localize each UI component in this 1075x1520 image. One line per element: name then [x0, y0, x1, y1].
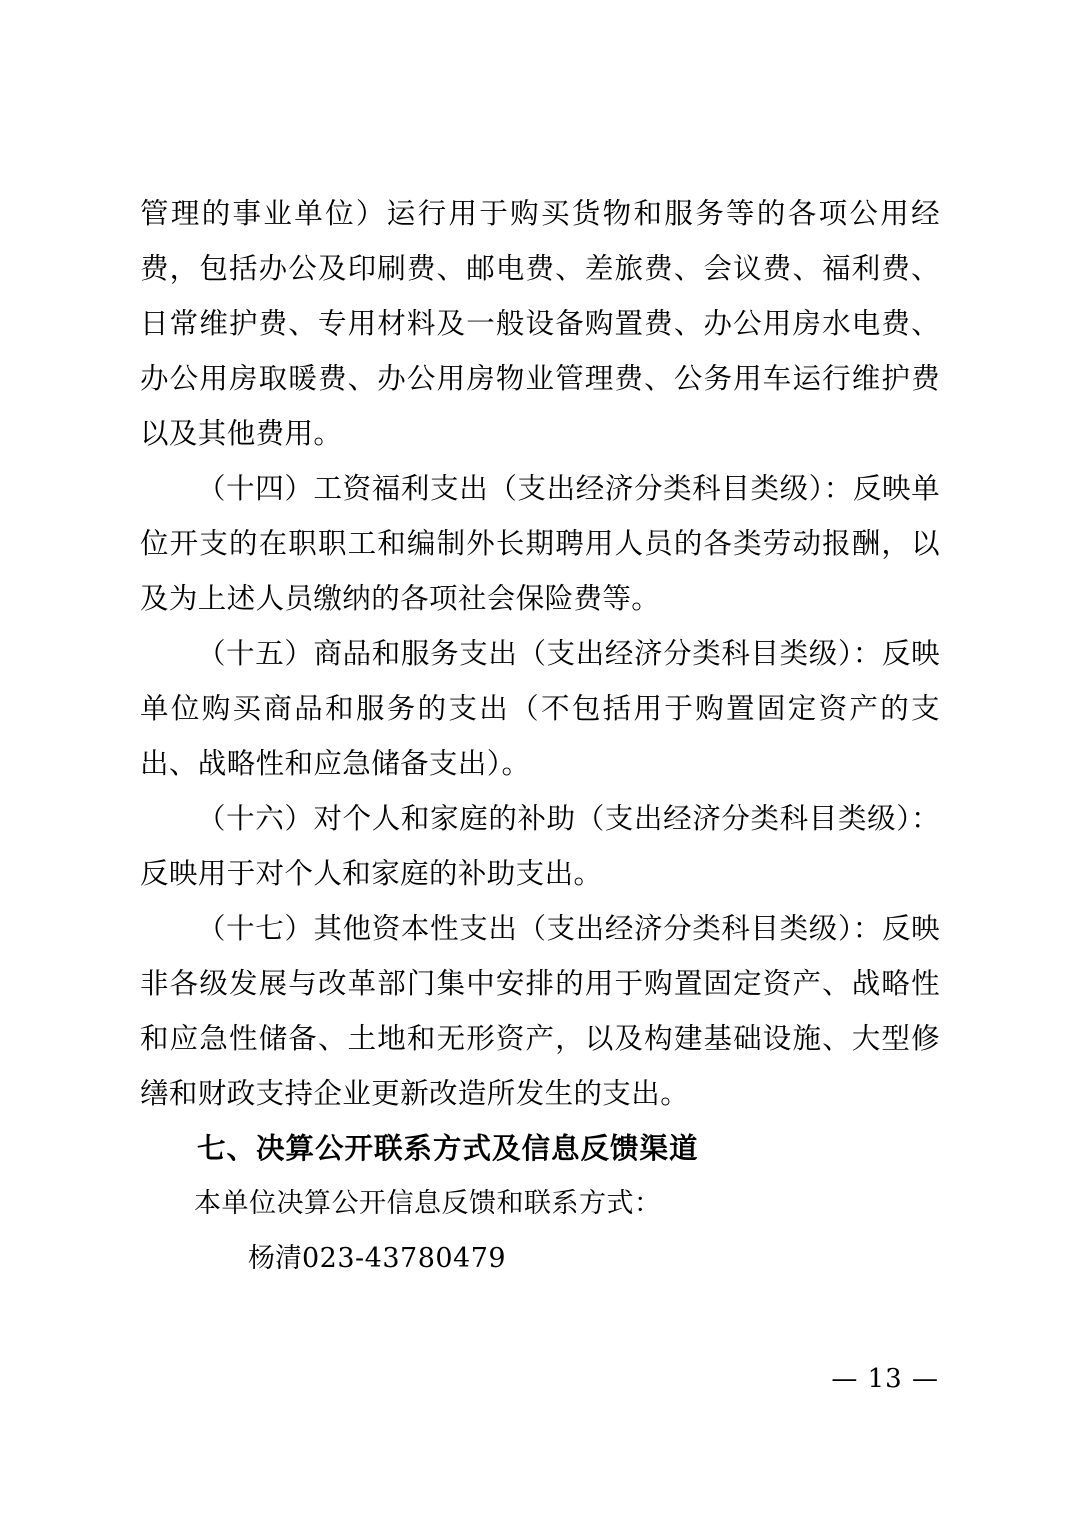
paragraph-item-16: （十六）对个人和家庭的补助（支出经济分类科目类级）：反映用于对个人和家庭的补助支出。 [140, 802, 940, 890]
contact-line [140, 1231, 940, 1286]
section-heading-seven: 七、决算公开联系方式及信息反馈渠道 [197, 1132, 699, 1165]
paragraph-continued: 管理的事业单位）运行用于购买货物和服务等的各项公用经费，包括办公及印刷费、邮电费、差旅费、会议费、福利费、日常维护费、专用材料及一般设备购置费、办公用房水电费、办公用房取暖费、办公用房物业管理费、公务用车运行维护费以及其他费用。 [140, 197, 940, 450]
contact-phone: 023-43780479 [302, 1243, 507, 1274]
section-intro-text: 本单位决算公开信息反馈和联系方式： [194, 1188, 662, 1219]
contact-name: 杨清 [248, 1243, 302, 1274]
paragraph-item-14: （十四）工资福利支出（支出经济分类科目类级）：反映单位开支的在职职工和编制外长期聘用人员的各类劳动报酬，以及为上述人员缴纳的各项社会保险费等。 [140, 472, 940, 615]
page-number: — 13 — [831, 1364, 939, 1394]
paragraph-item-15: （十五）商品和服务支出（支出经济分类科目类级）：反映单位购买商品和服务的支出（不包括用于购置固定资产的支出、战略性和应急储备支出）。 [140, 637, 940, 780]
page-content [140, 186, 940, 1286]
paragraph-item-17: （十七）其他资本性支出（支出经济分类科目类级）：反映非各级发展与改革部门集中安排的用于购置固定资产、战略性和应急性储备、土地和无形资产，以及构建基础设施、大型修缮和财政支持企业更新改造所发生的支出。 [140, 912, 940, 1110]
